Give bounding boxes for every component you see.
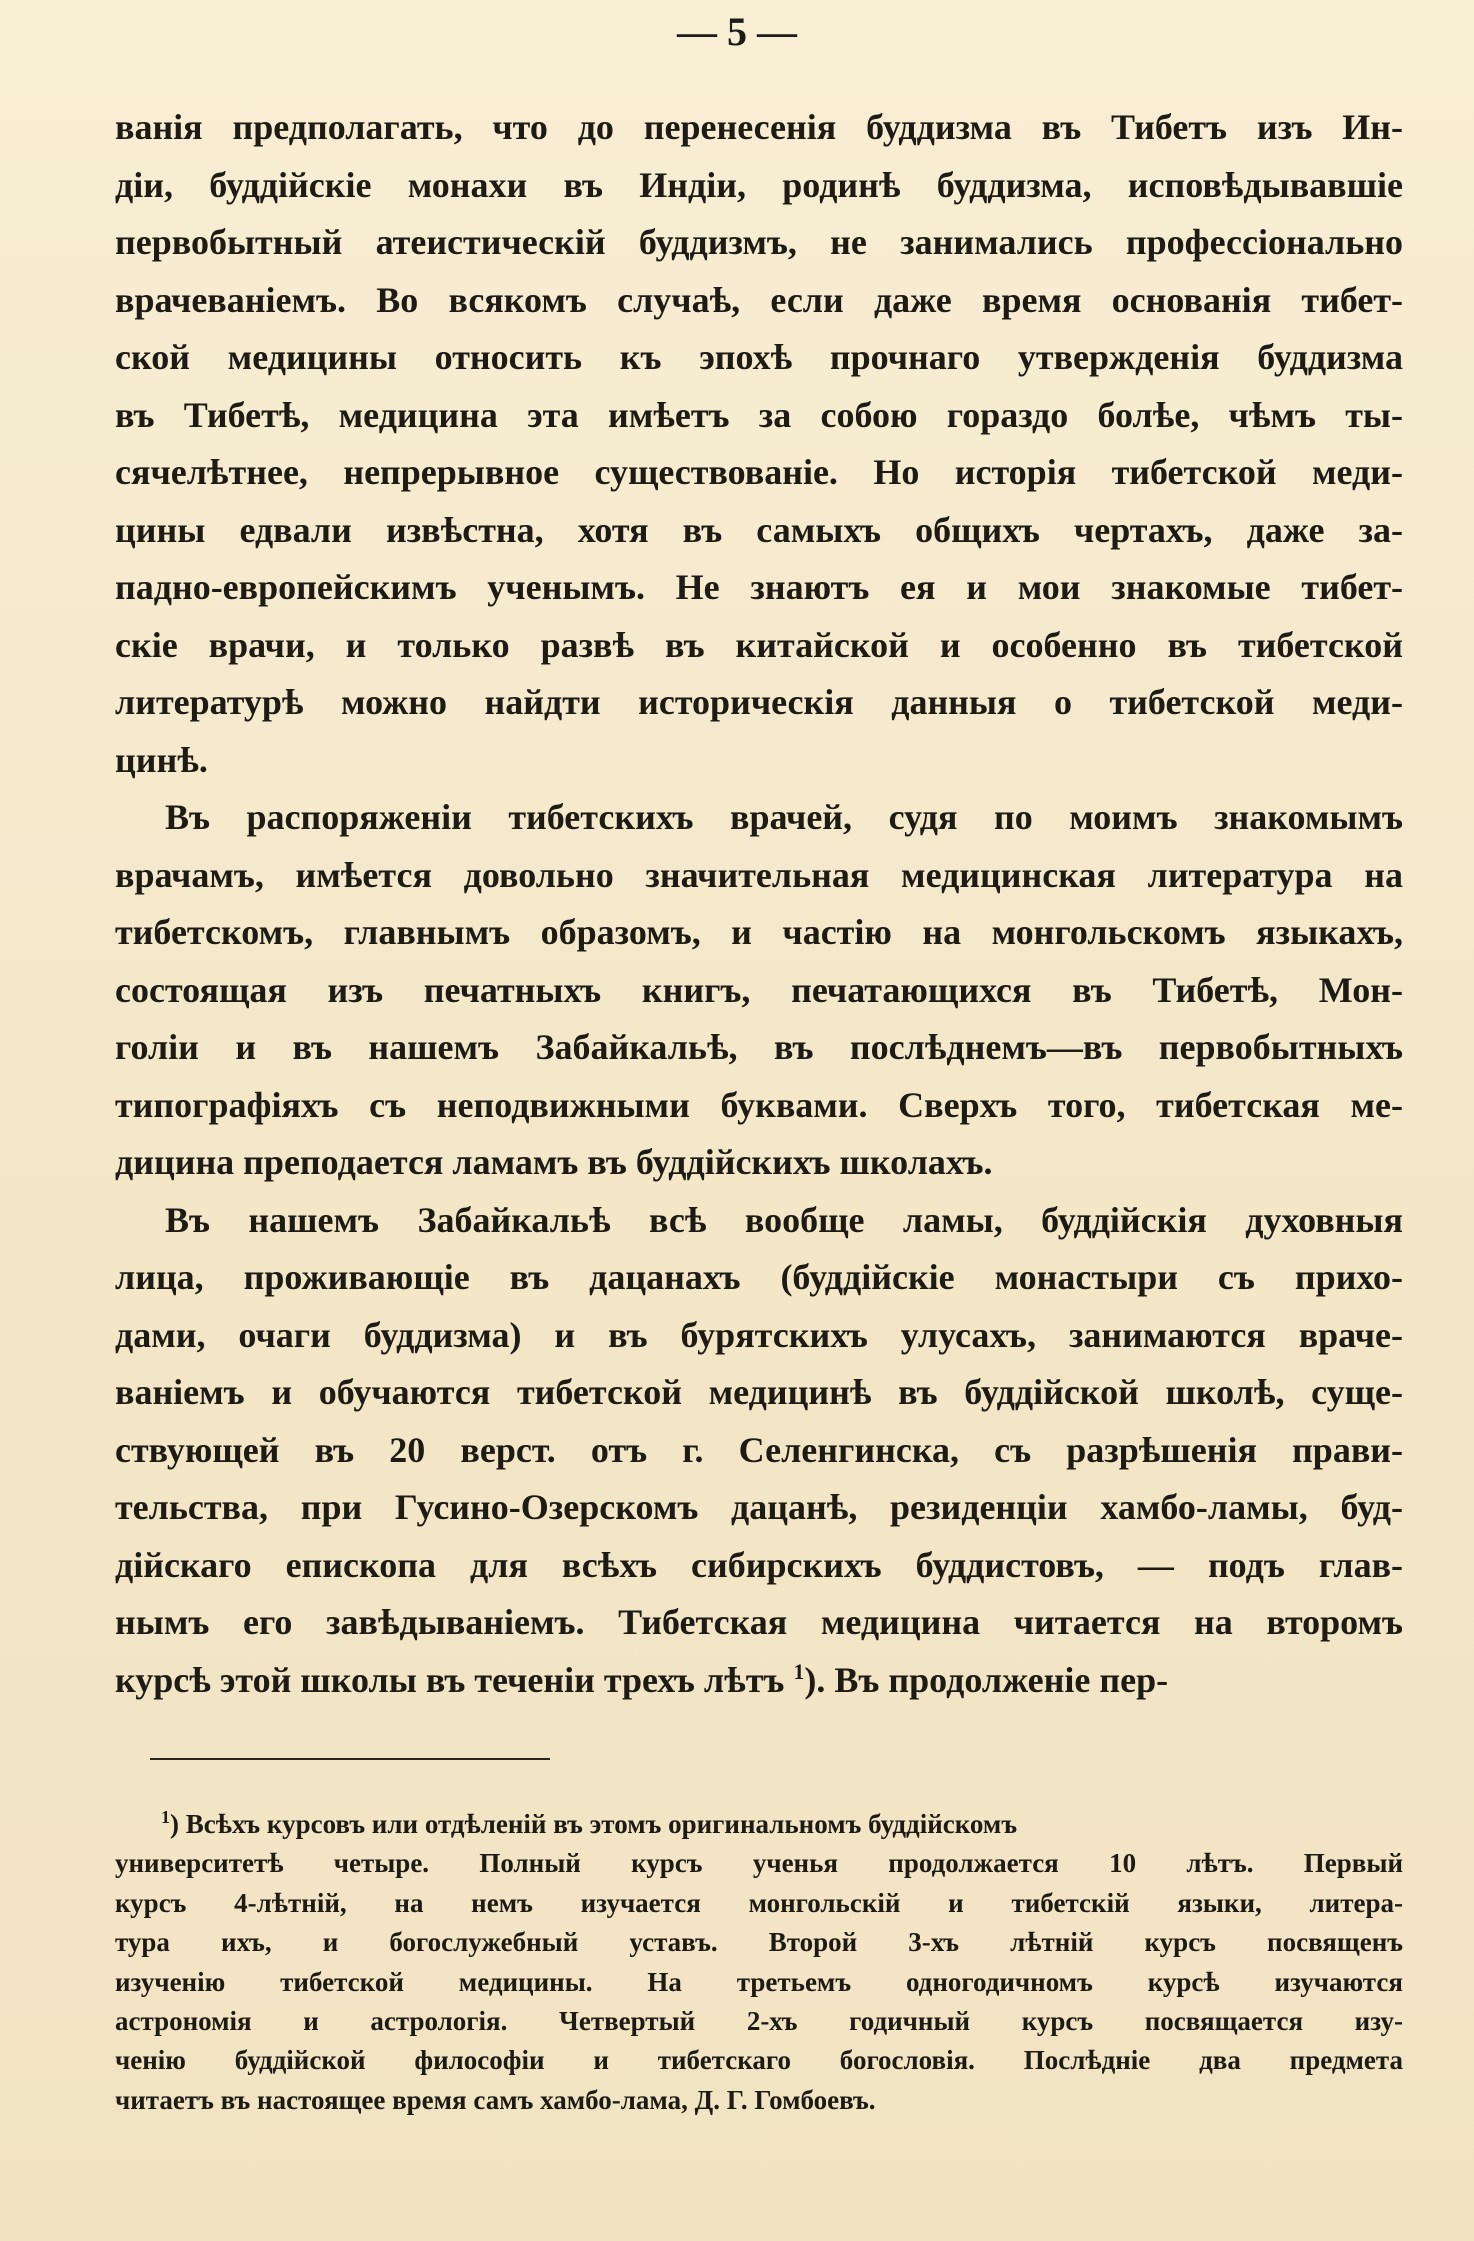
footnote-line: курсъ 4-лѣтній, на немъ изучается монгольскій и тибетскій языки, литера- — [115, 1887, 1403, 1918]
text-line: ваніемъ и обучаются тибетской медицинѣ въ буддійской школѣ, суще- — [115, 1372, 1403, 1412]
text-line: лица, проживающіе въ дацанахъ (буддійскіе монастыри съ прихо- — [115, 1257, 1403, 1297]
footnote-text: Всѣхъ курсовъ или отдѣленій въ этомъ оригинальномъ буддійскомъ — [185, 1809, 1018, 1839]
body-text — [115, 99, 1403, 1709]
text-line: діи, буддійскіе монахи въ Индіи, родинѣ буддизма, исповѣдывавшіе — [115, 164, 1403, 205]
footnote-line: изученію тибетской медицины. На третьемъ одногодичномъ курсѣ изучаются — [115, 1966, 1403, 1997]
footnote-line: университетѣ четыре. Полный курсъ ученья продолжается 10 лѣтъ. Первый — [115, 1848, 1403, 1879]
text-line: врачамъ, имѣется довольно значительная медицинская литература на — [115, 854, 1403, 895]
footnote-first-line — [115, 1805, 1403, 1844]
text-line: цинѣ. — [115, 739, 208, 780]
text-line: падно-европейскимъ ученымъ. Не знаютъ ея и мои знакомые тибет- — [115, 567, 1403, 607]
text-line: тибетскомъ, главнымъ образомъ, и частію на монгольскомъ языкахъ, — [115, 912, 1403, 952]
footnote-separator — [150, 1758, 550, 1760]
text-line: сячелѣтнее, непрерывное существованіе. Но исторія тибетской меди- — [115, 452, 1403, 492]
text-line: состоящая изъ печатныхъ книгъ, печатающихся въ Тибетѣ, Мон- — [115, 969, 1403, 1010]
text-line-with-footnote-ref — [115, 1652, 1403, 1710]
text-line: дами, очаги буддизма) и въ бурятскихъ улусахъ, занимаются враче- — [115, 1314, 1403, 1355]
page-number: — 5 — — [677, 9, 797, 54]
footnote-line: читаетъ въ настоящее время самъ хамбо-лама, Д. Г. Гомбоевъ. — [115, 2084, 876, 2115]
text-line: ствующей въ 20 верст. отъ г. Селенгинска, съ разрѣшенія прави- — [115, 1429, 1403, 1470]
text-line: врачеваніемъ. Во всякомъ случаѣ, если даже время основанія тибет- — [115, 279, 1403, 320]
footnote-line: астрономія и астрологія. Четвертый 2-хъ годичный курсъ посвящается изу- — [115, 2005, 1403, 2036]
text-line: литературѣ можно найдти историческія данныя о тибетской меди- — [115, 682, 1403, 722]
text-line: ской медицины относить къ эпохѣ прочнаго утвержденія буддизма — [115, 337, 1403, 377]
text-line: въ Тибетѣ, медицина эта имѣетъ за собою гораздо болѣе, чѣмъ ты- — [115, 394, 1403, 435]
footnote-ref: 1 — [793, 1658, 805, 1684]
text-line: ванія предполагать, что до перенесенія буддизма въ Тибетъ изъ Ин- — [115, 107, 1403, 147]
text-line: типографіяхъ съ неподвижными буквами. Сверхъ того, тибетская ме- — [115, 1084, 1403, 1125]
text-line: цины едвали извѣстна, хотя въ самыхъ общихъ чертахъ, даже за- — [115, 509, 1403, 550]
footnote-line: тура ихъ, и богослужебный уставъ. Второй 3-хъ лѣтній курсъ посвященъ — [115, 1927, 1403, 1958]
text-fragment: курсѣ этой школы въ теченіи трехъ лѣтъ — [115, 1659, 785, 1700]
text-line: тельства, при Гусино-Озерскомъ дацанѣ, резиденціи хамбо-ламы, буд- — [115, 1487, 1403, 1527]
footnotes — [115, 1805, 1403, 2120]
text-line: голіи и въ нашемъ Забайкальѣ, въ послѣднемъ—въ первобытныхъ — [115, 1027, 1403, 1067]
text-line: скіе врачи, и только развѣ въ китайской и особенно въ тибетской — [115, 624, 1403, 665]
text-line: первобытный атеистическій буддизмъ, не занимались профессіонально — [115, 222, 1403, 262]
paragraph-start-line: Въ нашемъ Забайкальѣ всѣ вообще ламы, буддійскія духовныя — [165, 1199, 1403, 1240]
text-line: дійскаго епископа для всѣхъ сибирскихъ буддистовъ, — подъ глав- — [115, 1544, 1403, 1585]
footnote-line: ченію буддійской философіи и тибетскаго богословія. Послѣдніе два предмета — [115, 2045, 1403, 2076]
footnote-marker-close: ) — [170, 1809, 179, 1839]
text-fragment: ). Въ продолженіе пер- — [804, 1659, 1169, 1700]
paragraph-start-line: Въ распоряженіи тибетскихъ врачей, судя по моимъ знакомымъ — [165, 797, 1403, 837]
text-line: нымъ его завѣдываніемъ. Тибетская медицина читается на второмъ — [115, 1602, 1403, 1642]
text-line: дицина преподается ламамъ въ буддійскихъ школахъ. — [115, 1142, 993, 1182]
footnote-marker: 1 — [161, 1807, 170, 1827]
